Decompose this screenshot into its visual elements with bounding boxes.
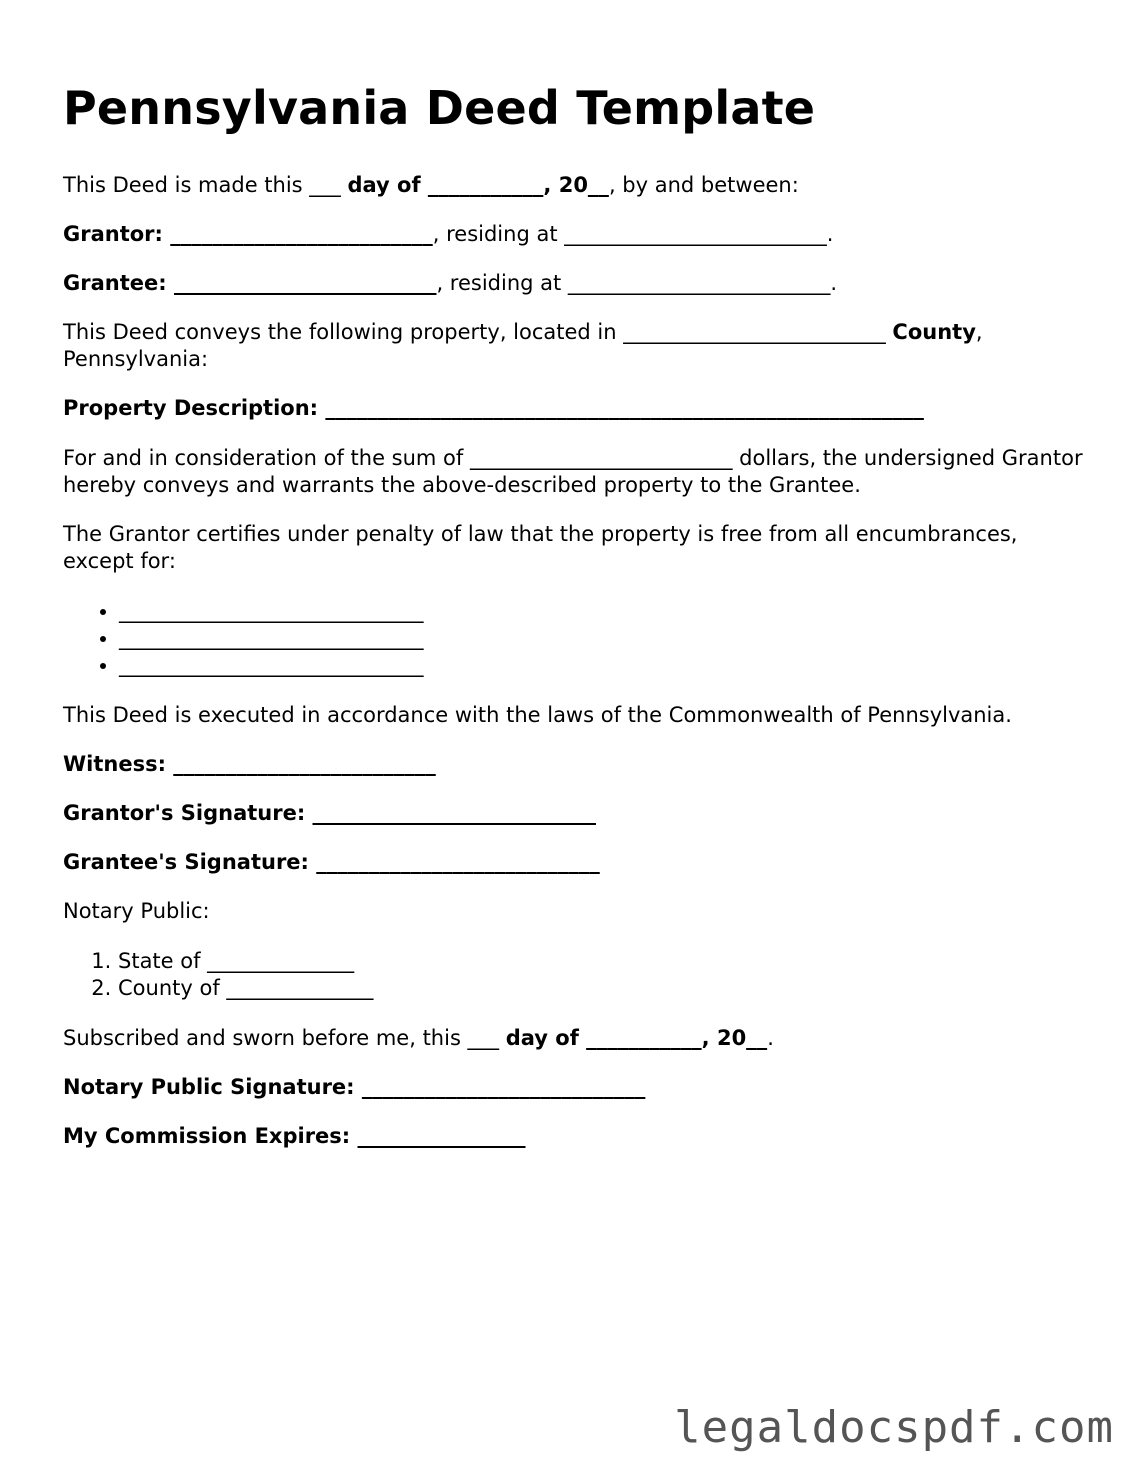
certifies-paragraph: The Grantor certifies under penalty of law that the property is free from all encumbrances, except for:	[63, 522, 1018, 573]
intro-paragraph	[63, 172, 1093, 199]
sworn-date-blank: day of ___________, 20__	[505, 1026, 768, 1050]
grantor-line	[63, 221, 1093, 248]
notary-signature-line	[63, 1074, 1093, 1101]
laws-paragraph: This Deed is executed in accordance with the laws of the Commonwealth of Pennsylvania.	[63, 703, 1012, 727]
commission-label: My Commission Expires: ________________	[63, 1124, 526, 1148]
intro-text-end: , by and between:	[608, 173, 799, 197]
grantor-label: Grantor: _________________________	[63, 222, 433, 246]
document-title: Pennsylvania Deed Template	[63, 81, 816, 135]
conveys-paragraph	[63, 319, 1093, 373]
notary-signature-label: Notary Public Signature: ___________________________	[63, 1075, 646, 1099]
property-description-label: Property Description: _________________________________________________________	[63, 396, 924, 420]
grantor-signature-line	[63, 800, 1093, 827]
grantee-label: Grantee: _________________________	[63, 271, 437, 295]
commission-line	[63, 1123, 1093, 1150]
intro-text-start: This Deed is made this ___	[63, 173, 348, 197]
watermark: legaldocspdf.com	[674, 1402, 1114, 1453]
witness-line	[63, 751, 1093, 778]
intro-date-blank: day of ___________, 20__	[347, 173, 609, 197]
sworn-text-start: Subscribed and sworn before me, this ___	[63, 1026, 506, 1050]
notary-state-item: 1. State of ______________	[118, 948, 1093, 975]
notary-list	[63, 948, 1093, 1002]
encumbrance-item: • _____________________________	[119, 625, 1093, 652]
encumbrances-list	[63, 598, 1093, 679]
witness-label: Witness: _________________________	[63, 752, 436, 776]
property-description-line	[63, 395, 1093, 422]
county-label: County	[892, 320, 976, 344]
grantee-signature-label: Grantee's Signature: ___________________________	[63, 850, 600, 874]
conveys-text-start: This Deed conveys the following property, located in _________________________	[63, 320, 893, 344]
encumbrance-item: • _____________________________	[119, 652, 1093, 679]
sworn-text-end: .	[767, 1026, 774, 1050]
notary-county-item: 2. County of ______________	[118, 975, 1093, 1002]
notary-public-heading: Notary Public:	[63, 899, 210, 923]
conveys-text-end: , Pennsylvania:	[63, 320, 983, 371]
consideration-paragraph: For and in consideration of the sum of _________________________ dollars, the undersigned Grantor hereby conveys and warrants the above-described property to the Grantee.	[63, 446, 1083, 497]
grantor-signature-label: Grantor's Signature: ___________________________	[63, 801, 597, 825]
grantee-signature-line	[63, 849, 1093, 876]
encumbrance-item: • _____________________________	[119, 598, 1093, 625]
sworn-paragraph	[63, 1025, 1093, 1052]
grantee-line	[63, 270, 1093, 297]
grantee-residence: , residing at _________________________.	[436, 271, 838, 295]
grantor-residence: , residing at _________________________.	[432, 222, 834, 246]
deed-document	[63, 80, 1093, 1172]
